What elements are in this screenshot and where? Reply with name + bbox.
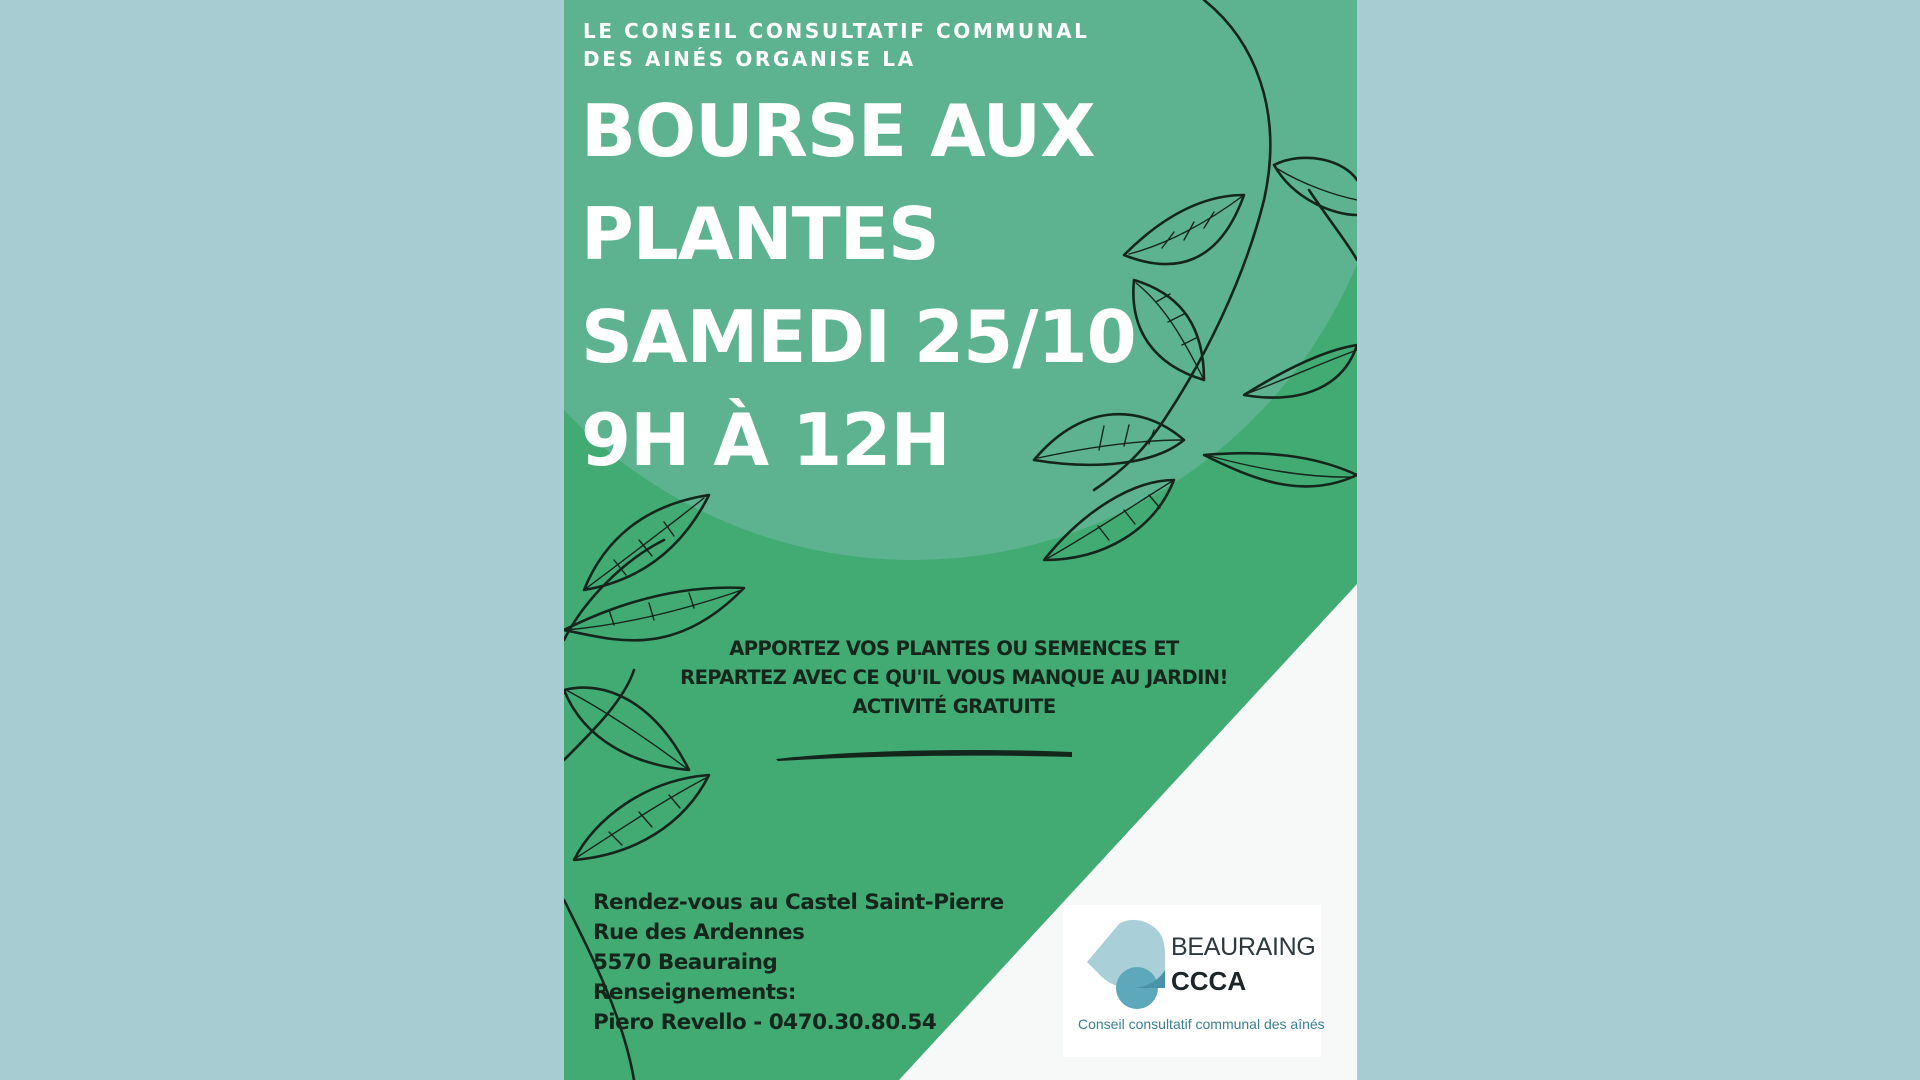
- contact-line: Rendez-vous au Castel Saint-Pierre: [593, 890, 1004, 915]
- logo-tagline: Conseil consultatif communal des aînés: [1078, 1016, 1325, 1032]
- event-message: [664, 634, 1244, 721]
- brush-divider: [774, 748, 1074, 762]
- logo-name: BEAURAING: [1171, 933, 1316, 961]
- message-line: APPORTEZ VOS PLANTES OU SEMENCES ET: [729, 637, 1179, 660]
- contact-info: [593, 888, 1004, 1038]
- ccca-logo-icon: [1079, 918, 1171, 1010]
- organizer-line: DES AINÉS ORGANISE LA: [583, 47, 916, 71]
- contact-line: 5570 Beauraing: [593, 950, 778, 975]
- ccca-logo: [1063, 905, 1325, 1057]
- message-line: REPARTEZ AVEC CE QU'IL VOUS MANQUE AU JARDIN!: [680, 666, 1228, 689]
- contact-line: Rue des Ardennes: [593, 920, 805, 945]
- organizer-text: [583, 17, 1090, 73]
- event-headline: [581, 80, 1136, 492]
- logo-abbreviation: CCCA: [1171, 966, 1247, 996]
- headline-line: SAMEDI 25/10: [581, 295, 1136, 379]
- organizer-line: LE CONSEIL CONSULTATIF COMMUNAL: [583, 19, 1090, 43]
- message-line: ACTIVITÉ GRATUITE: [852, 695, 1056, 718]
- contact-line: Piero Revello - 0470.30.80.54: [593, 1010, 937, 1035]
- event-poster: [564, 0, 1357, 1080]
- headline-line: BOURSE AUX: [581, 89, 1095, 173]
- headline-line: 9H À 12H: [581, 398, 950, 482]
- contact-line: Renseignements:: [593, 980, 796, 1005]
- headline-line: PLANTES: [581, 192, 939, 276]
